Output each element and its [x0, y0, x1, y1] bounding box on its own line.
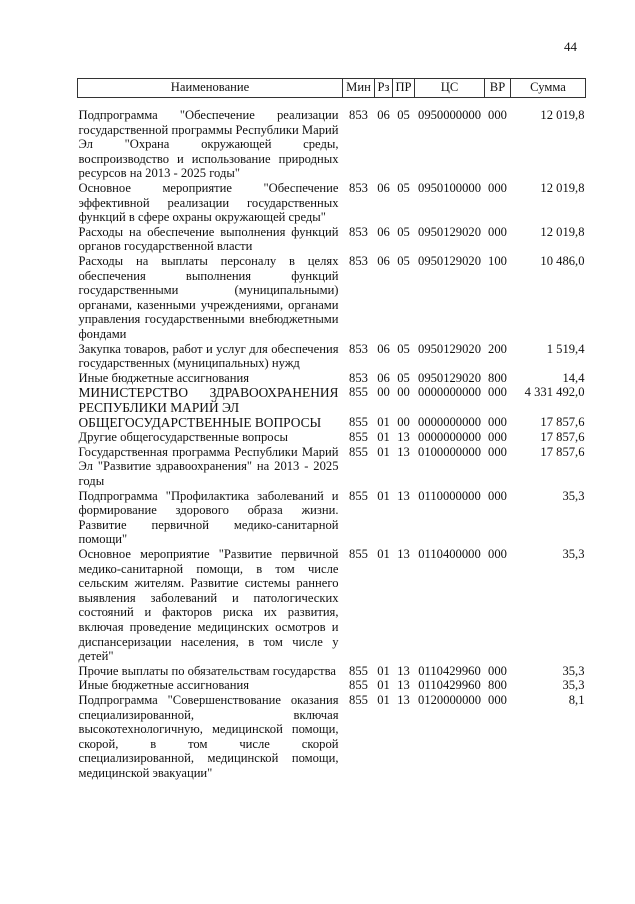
row-name: Иные бюджетные ассигнования: [78, 678, 250, 693]
row-rz: 06: [377, 224, 390, 239]
row-name: Подпрограмма "Профилактика заболеваний и формирование здорового образа жизни. Развитие первичной медико-санитарной помощи": [78, 488, 339, 547]
row-vr: 100: [488, 253, 507, 268]
row-pr: 05: [397, 253, 410, 268]
row-pr: 00: [397, 385, 410, 400]
row-vr: 800: [488, 370, 507, 385]
row-vr: 000: [488, 444, 507, 459]
row-sum: 10 486,0: [540, 253, 585, 268]
row-min: 853: [349, 370, 368, 385]
row-pr: 05: [397, 224, 410, 239]
row-name: Иные бюджетные ассигнования: [78, 370, 250, 385]
row-sum: 12 019,8: [540, 108, 585, 122]
table-row: [78, 342, 586, 371]
row-sum: 12 019,8: [540, 224, 585, 239]
row-pr: 00: [397, 415, 410, 430]
row-pr: 13: [397, 663, 410, 678]
row-min: 853: [349, 180, 368, 195]
row-rz: 06: [377, 341, 390, 356]
row-cs: 0950129020: [418, 370, 481, 385]
row-rz: 01: [377, 678, 390, 693]
table-row: [78, 385, 586, 415]
table-header-row: [78, 79, 586, 98]
row-sum: 17 857,6: [540, 430, 585, 445]
header-name: Наименование: [78, 79, 343, 98]
row-vr: 000: [488, 692, 507, 707]
row-vr: 800: [488, 678, 507, 693]
row-name: Основное мероприятие "Обеспечение эффективной реализации государственных функций в сфере охраны окружающей среды": [78, 180, 339, 225]
row-rz: 06: [377, 180, 390, 195]
row-sum: 4 331 492,0: [524, 385, 585, 400]
table-row: [78, 181, 586, 225]
row-rz: 01: [377, 430, 390, 445]
row-cs: 0110429960: [418, 678, 481, 693]
table-row: [78, 445, 586, 489]
row-sum: 35,3: [562, 663, 585, 678]
row-min: 855: [349, 430, 368, 445]
row-cs: 0000000000: [418, 385, 481, 400]
row-cs: 0110400000: [418, 547, 481, 562]
row-cs: 0950129020: [418, 253, 481, 268]
row-name: Подпрограмма "Обеспечение реализации государственной программы Республики Марий Эл "Охрана окружающей среды, воспроизводство и использование природных ресурсов на 2013 - 2025 годы": [78, 108, 339, 181]
row-vr: 000: [488, 488, 507, 503]
row-name: Государственная программа Республики Марий Эл "Развитие здравоохранения" на 2013 - 2025 годы: [78, 444, 339, 489]
row-pr: 13: [397, 488, 410, 503]
row-min: 853: [349, 108, 368, 122]
table-row: [78, 254, 586, 342]
row-min: 855: [349, 415, 368, 430]
row-pr: 05: [397, 108, 410, 122]
row-cs: 0110000000: [418, 488, 481, 503]
row-vr: 200: [488, 341, 507, 356]
row-sum: 8,1: [568, 692, 585, 707]
table-row: [78, 678, 586, 693]
row-cs: 0000000000: [418, 415, 481, 430]
table-row: [78, 430, 586, 445]
row-pr: 13: [397, 547, 410, 562]
table-body: [78, 98, 586, 781]
header-pr: ПР: [393, 79, 415, 98]
table-row: [78, 371, 586, 386]
row-rz: 01: [377, 415, 390, 430]
row-name: Расходы на выплаты персоналу в целях обеспечения выполнения функций государственными (муниципальными) органами, казенными учреждениями, органами управления государственными внебюджетными фондами: [78, 253, 339, 341]
row-min: 855: [349, 692, 368, 707]
row-cs: 0950000000: [418, 108, 481, 122]
row-vr: 000: [488, 663, 507, 678]
row-min: 855: [349, 444, 368, 459]
row-vr: 000: [488, 415, 507, 430]
row-min: 855: [349, 663, 368, 678]
row-vr: 000: [488, 180, 507, 195]
row-rz: 01: [377, 444, 390, 459]
table-row: [78, 547, 586, 664]
row-min: 855: [349, 678, 368, 693]
row-vr: 000: [488, 547, 507, 562]
row-pr: 05: [397, 341, 410, 356]
row-pr: 13: [397, 678, 410, 693]
row-name: Расходы на обеспечение выполнения функций органов государственной власти: [78, 224, 339, 254]
row-name: Другие общегосударственные вопросы: [78, 430, 288, 445]
row-vr: 000: [488, 224, 507, 239]
row-pr: 13: [397, 692, 410, 707]
row-sum: 1 519,4: [546, 341, 585, 356]
header-vr: ВР: [485, 79, 511, 98]
table-row: [78, 415, 586, 430]
row-name: МИНИСТЕРСТВО ЗДРАВООХРАНЕНИЯ РЕСПУБЛИКИ МАРИЙ ЭЛ: [78, 385, 339, 416]
table-row: [78, 664, 586, 679]
header-rz: Рз: [375, 79, 393, 98]
header-sum: Сумма: [511, 79, 586, 98]
row-cs: 0000000000: [418, 430, 481, 445]
row-rz: 06: [377, 370, 390, 385]
row-vr: 000: [488, 385, 507, 400]
table-row: [78, 693, 586, 781]
row-rz: 01: [377, 488, 390, 503]
row-rz: 01: [377, 547, 390, 562]
row-sum: 14,4: [562, 370, 585, 385]
row-rz: 01: [377, 663, 390, 678]
header-cs: ЦС: [415, 79, 485, 98]
row-pr: 13: [397, 444, 410, 459]
row-sum: 35,3: [562, 678, 585, 693]
row-cs: 0120000000: [418, 692, 481, 707]
row-sum: 12 019,8: [540, 180, 585, 195]
row-rz: 06: [377, 108, 390, 122]
table-row: [78, 98, 586, 181]
row-sum: 17 857,6: [540, 444, 585, 459]
row-vr: 000: [488, 108, 507, 122]
row-name: ОБЩЕГОСУДАРСТВЕННЫЕ ВОПРОСЫ: [78, 415, 322, 431]
row-rz: 01: [377, 692, 390, 707]
row-name: Прочие выплаты по обязательствам государства: [78, 663, 336, 678]
row-min: 855: [349, 385, 368, 400]
row-pr: 05: [397, 180, 410, 195]
row-min: 855: [349, 488, 368, 503]
row-cs: 0950129020: [418, 341, 481, 356]
row-sum: 35,3: [562, 547, 585, 562]
row-min: 855: [349, 547, 368, 562]
row-pr: 13: [397, 430, 410, 445]
row-cs: 0110429960: [418, 663, 481, 678]
page-number: 44: [564, 39, 577, 54]
table-row: [78, 489, 586, 547]
row-cs: 0100000000: [418, 444, 481, 459]
row-name: Закупка товаров, работ и услуг для обеспечения государственных (муниципальных) нужд: [78, 341, 339, 371]
row-name: Подпрограмма "Совершенствование оказания специализированной, включая высокотехнологичную, медицинской помощи, скорой, в том числе скорой специализированной, медицинской помощи, медицинской эвакуации": [78, 692, 339, 780]
row-min: 853: [349, 224, 368, 239]
row-min: 853: [349, 253, 368, 268]
row-min: 853: [349, 341, 368, 356]
row-pr: 05: [397, 370, 410, 385]
header-min: Мин: [343, 79, 375, 98]
row-rz: 00: [377, 385, 390, 400]
table-row: [78, 225, 586, 254]
row-cs: 0950100000: [418, 180, 481, 195]
budget-table: [77, 78, 586, 781]
row-rz: 06: [377, 253, 390, 268]
row-sum: 35,3: [562, 488, 585, 503]
row-sum: 17 857,6: [540, 415, 585, 430]
row-vr: 000: [488, 430, 507, 445]
row-name: Основное мероприятие "Развитие первичной медико-санитарной помощи, в том числе сельским жителям. Развитие системы раннего выявления заболеваний и патологических состояний и факторов риска их развития, включая проведение медицинских осмотров и диспансеризации населения, в том числе у детей": [78, 547, 339, 664]
row-cs: 0950129020: [418, 224, 481, 239]
